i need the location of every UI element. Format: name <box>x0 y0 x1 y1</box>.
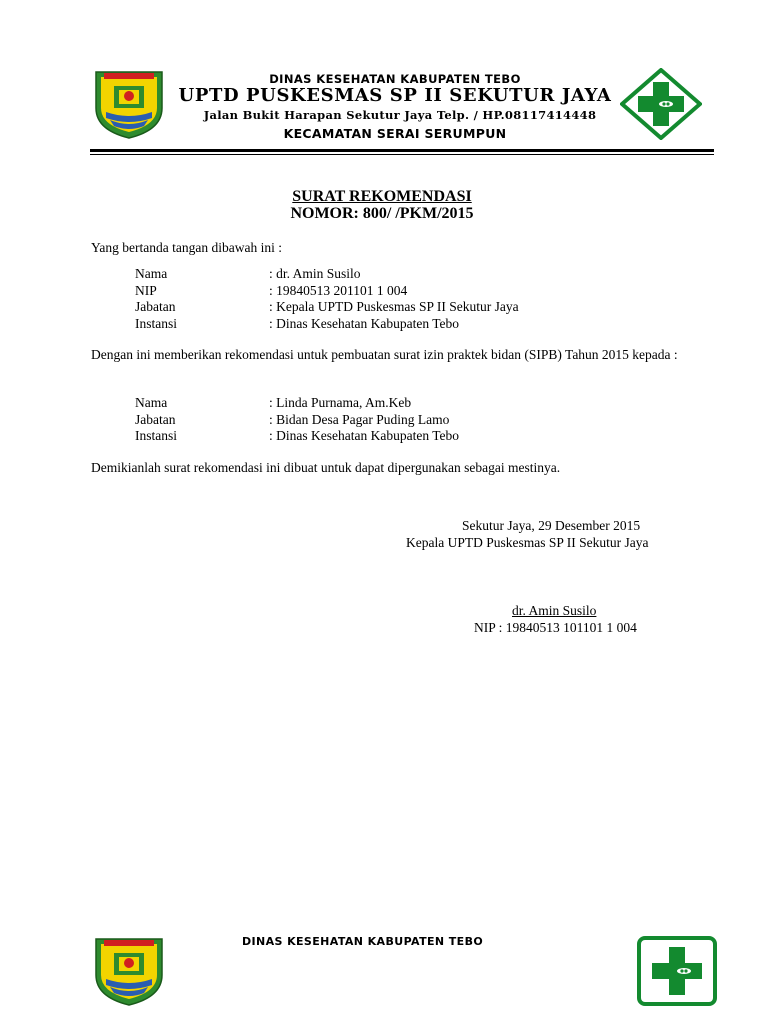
letter-title: SURAT REKOMENDASI <box>292 188 472 205</box>
field-value: : Dinas Kesehatan Kabupaten Tebo <box>269 428 459 443</box>
field-value: : Bidan Desa Pagar Puding Lamo <box>269 411 450 427</box>
statement-text: Dengan ini memberikan rekomendasi untuk pembuatan surat izin praktek bidan (SIPB) Tahun 2015 kepada : <box>91 347 678 362</box>
field-value: : dr. Amin Susilo <box>269 266 361 281</box>
puskesmas-cross-icon <box>636 935 718 1007</box>
field-value: : 19840513 201101 1 004 <box>269 282 408 298</box>
signer-row <box>135 299 519 316</box>
field-value: : Dinas Kesehatan Kabupaten Tebo <box>269 315 459 331</box>
field-label: NIP <box>135 282 157 298</box>
field-label: Jabatan <box>135 411 176 427</box>
recipient-row <box>135 428 459 445</box>
field-label: Jabatan <box>135 299 176 314</box>
footer-dinas: DINAS KESEHATAN KABUPATEN TEBO <box>242 935 484 948</box>
signer-details <box>135 266 519 332</box>
recipient-row <box>135 395 459 412</box>
field-label: Instansi <box>135 428 177 443</box>
signature-place-date: Sekutur Jaya, 29 Desember 2015 <box>462 518 641 533</box>
field-label: Nama <box>135 266 168 281</box>
letterhead-divider-thin <box>90 154 714 155</box>
letterhead-kecamatan: KECAMATAN SERAI SERUMPUN <box>283 126 507 141</box>
opening-text: Yang bertanda tangan dibawah ini : <box>91 240 282 255</box>
letterhead-uptd: UPTD PUSKESMAS SP II SEKUTUR JAYA <box>178 85 612 106</box>
field-value: : Kepala UPTD Puskesmas SP II Sekutur Jaya <box>269 299 519 314</box>
signer-row <box>135 266 519 283</box>
puskesmas-cross-icon <box>620 68 702 140</box>
signer-row <box>135 316 519 333</box>
field-value: : Linda Purnama, Am.Keb <box>269 395 412 410</box>
field-label: Nama <box>135 395 168 410</box>
letterhead-divider-thick <box>90 149 714 152</box>
signature-position: Kepala UPTD Puskesmas SP II Sekutur Jaya <box>406 535 649 550</box>
recipient-row <box>135 412 459 429</box>
field-label: Instansi <box>135 315 177 331</box>
closing-text: Demikianlah surat rekomendasi ini dibuat untuk dapat dipergunakan sebagai mestinya. <box>91 460 561 475</box>
regency-emblem-icon <box>92 68 166 140</box>
letter-number: NOMOR: 800/ /PKM/2015 <box>290 205 474 222</box>
signature-name: dr. Amin Susilo <box>512 603 597 618</box>
letterhead-address: Jalan Bukit Harapan Sekutur Jaya Telp. / HP.08117414448 <box>203 108 597 122</box>
recipient-details <box>135 395 459 445</box>
signer-row <box>135 283 519 300</box>
signature-nip: NIP : 19840513 101101 1 004 <box>474 620 637 635</box>
regency-emblem-icon <box>92 935 166 1007</box>
letterhead-dinas: DINAS KESEHATAN KABUPATEN TEBO <box>269 72 521 86</box>
